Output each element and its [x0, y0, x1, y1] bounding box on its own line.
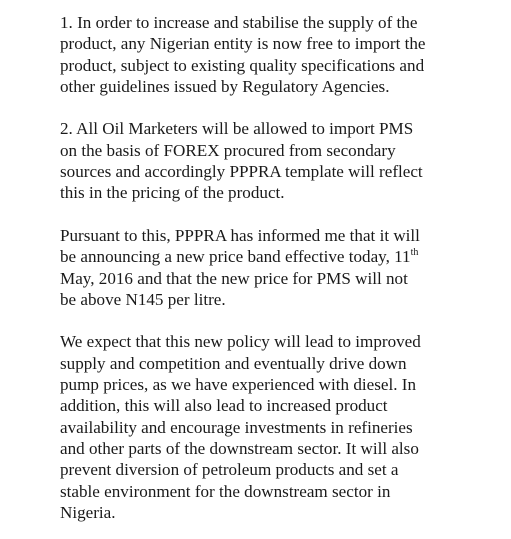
text-line: Pursuant to this, PPPRA has informed me that it will — [60, 225, 420, 245]
text-line: addition, this will also lead to increased product — [60, 396, 388, 416]
text-line: availability and encourage investments in refineries — [60, 417, 413, 437]
text-line: We expect that this new policy will lead to improved — [60, 332, 421, 352]
paragraph-expectations — [60, 331, 502, 523]
text-line: and other parts of the downstream sector. It will also — [60, 438, 419, 458]
text-line: product, any Nigerian entity is now free to import the — [60, 34, 426, 54]
text-line: on the basis of FOREX procured from secondary — [60, 140, 396, 160]
text-line: prevent diversion of petroleum products and set a — [60, 460, 399, 480]
text-line: other guidelines issued by Regulatory Agencies. — [60, 76, 390, 96]
text-line: 1. In order to increase and stabilise the supply of the — [60, 13, 418, 32]
text-line: stable environment for the downstream sector in — [60, 481, 391, 501]
text-line: May, 2016 and that the new price for PMS will not — [60, 268, 408, 288]
document-body — [60, 12, 502, 523]
text-line: this in the pricing of the product. — [60, 183, 285, 203]
text-line: pump prices, as we have experienced with diesel. In — [60, 375, 416, 395]
text-line: be above N145 per litre. — [60, 289, 226, 309]
text-line: sources and accordingly PPPRA template will reflect — [60, 162, 423, 182]
text-line: supply and competition and eventually drive down — [60, 353, 407, 373]
text-segment: be announcing a new price band effective today, 11 — [60, 247, 411, 267]
paragraph-forex — [60, 118, 502, 203]
date-superscript: th — [410, 247, 419, 259]
paragraph-import-policy — [60, 12, 502, 97]
text-line: Nigeria. — [60, 502, 116, 522]
text-line — [60, 246, 502, 267]
text-line: 2. All Oil Marketers will be allowed to import PMS — [60, 119, 414, 139]
text-line: product, subject to existing quality specifications and — [60, 55, 425, 75]
paragraph-price-band — [60, 225, 502, 310]
